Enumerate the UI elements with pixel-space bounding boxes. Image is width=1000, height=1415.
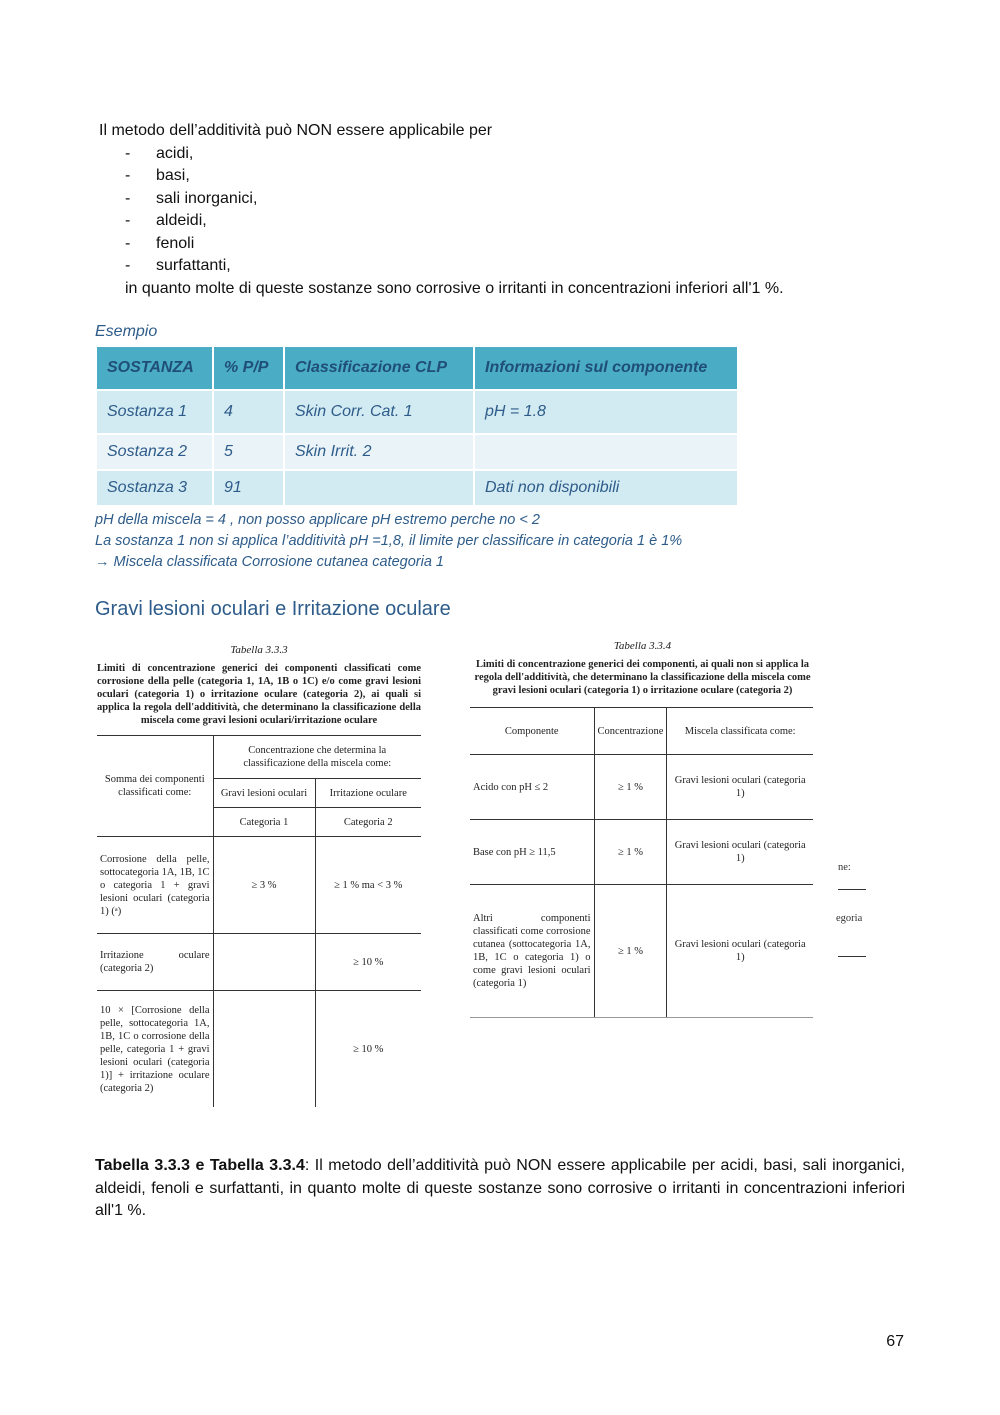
table-cell: ≥ 10 %: [353, 1043, 384, 1055]
table-row: [97, 435, 737, 469]
cat1-header: Categoria 1: [213, 808, 315, 837]
list-item: - surfattanti,: [99, 255, 784, 278]
table-row: [470, 885, 813, 1018]
header-miscela: Miscela classificata come:: [667, 708, 813, 755]
table-cell: Skin Irrit. 2: [285, 435, 473, 469]
intro-lead: Il metodo dell’additività può NON essere applicabile per: [99, 122, 493, 139]
paragraph-text: : Il metodo dell’additività può NON essere applicabile per acidi, basi, sali inorganici, aldeidi, fenoli e surfattanti, in quanto molte di queste sostanze sono corrosive o irritanti in concentrazioni inferiori all'1 %.: [95, 1157, 905, 1219]
list-item: - basi,: [99, 165, 784, 188]
paragraph-bold: Tabella 3.3.3 e Tabella 3.3.4: [95, 1157, 305, 1174]
col-gravi-header: Gravi lesioni oculari: [213, 779, 315, 808]
table-cell: Sostanza 1: [97, 391, 212, 433]
table-cell: Sostanza 3: [97, 471, 212, 505]
page-number: 67: [886, 1333, 904, 1350]
table-caption: Tabella 3.3.3: [230, 644, 288, 656]
intro-list: [99, 143, 784, 278]
note-line: La sostanza 1 non si applica l’additività pH =1,8, il limite per classificare in categoria 1 è 1%: [95, 533, 683, 549]
table-cell: ≥ 1 % ma < 3 %: [315, 837, 421, 934]
stray-rule: [838, 889, 866, 890]
header-sostanza: SOSTANZA: [97, 347, 212, 389]
table-cell: Acido con pH ≤ 2: [470, 755, 594, 820]
col-conc-header: Concentrazione che determina la classificazione della miscela come:: [213, 736, 421, 779]
table-cell: ≥ 3 %: [213, 837, 315, 934]
table-cell: [285, 471, 473, 505]
example-label: Esempio: [95, 323, 158, 340]
table-cell: ≥ 10 %: [315, 934, 421, 991]
header-componente: Componente: [470, 708, 594, 755]
table-row: [470, 755, 813, 820]
header-classificazione: Classificazione CLP: [285, 347, 473, 389]
section-heading: Gravi lesioni oculari e Irritazione oculare: [95, 598, 451, 620]
table-cell: 5: [214, 435, 283, 469]
table-cell: pH = 1.8: [475, 391, 737, 433]
table-cell: [213, 934, 315, 991]
stray-text: egoria: [836, 913, 863, 924]
table-334: [470, 640, 815, 1018]
intro-block: [99, 120, 784, 300]
table-cell: Gravi lesioni oculari (categoria 1): [667, 885, 813, 1018]
table-title: Limiti di concentrazione generici dei componenti classificati come corrosione della pelle (categoria 1, 1A, 1B o 1C) e/o come gravi lesioni oculari (categoria 1) o irritazione oculare (categoria 2), ai quali si applica la regola dell'additività, che determinano la classificazione della miscela come gravi lesioni oculari/irritazione oculare: [97, 663, 421, 726]
table-row: [97, 934, 421, 991]
list-item: - acidi,: [99, 143, 784, 166]
stray-rule: [838, 956, 866, 957]
table-cell: Base con pH ≥ 11,5: [470, 820, 594, 885]
list-item: - aldeidi,: [99, 210, 784, 233]
example-table: [95, 345, 739, 507]
table-cell: Gravi lesioni oculari (categoria 1): [667, 755, 813, 820]
table-row: [97, 471, 737, 505]
table-334-grid: [470, 707, 813, 1018]
header-informazioni: Informazioni sul componente: [475, 347, 737, 389]
stray-text: ne:: [838, 862, 851, 873]
table-row: [97, 391, 737, 433]
table-row: [470, 820, 813, 885]
list-item: - sali inorganici,: [99, 188, 784, 211]
note-text: Miscela classificata Corrosione cutanea categoria 1: [113, 554, 444, 570]
col-irr-header: Irritazione oculare: [315, 779, 421, 808]
list-item: - fenoli: [99, 233, 784, 256]
table-cell: ≥ 1 %: [594, 820, 667, 885]
table-cell: 10 × [Corrosione della pelle, sottocategoria 1A, 1B, 1C o corrosione della pelle, categoria 1 + gravi lesioni oculari (categoria 1)] + irritazione oculare (categoria 2): [97, 991, 213, 1108]
header-concentrazione: Concentrazione: [594, 708, 667, 755]
header-percent: % P/P: [214, 347, 283, 389]
table-cell: ≥ 1 %: [594, 755, 667, 820]
table-cell: [475, 435, 737, 469]
intro-tail: in quanto molte di queste sostanze sono corrosive o irritanti in concentrazioni inferiori all'1 %.: [125, 279, 784, 297]
table-333: [97, 644, 421, 1107]
table-cell: ≥ 1 %: [594, 885, 667, 1018]
table-cell: Altri componenti classificati come corrosione cutanea (sottocategoria 1A, 1B, 1C o categoria 1) o come gravi lesioni oculari (categoria 1): [470, 885, 594, 1018]
col-sum-header: Somma dei componenti classificati come:: [97, 736, 213, 837]
note-line: [95, 552, 682, 573]
table-row: [97, 837, 421, 934]
table-header-row: [97, 347, 737, 389]
summary-paragraph: [95, 1155, 905, 1223]
table-cell: Corrosione della pelle, sottocategoria 1A, 1B, 1C o categoria 1 + gravi lesioni oculari (categoria 1) (ᵃ): [97, 837, 213, 934]
table-cell: 4: [214, 391, 283, 433]
table-cell: Gravi lesioni oculari (categoria 1): [667, 820, 813, 885]
arrow-icon: →: [95, 554, 110, 570]
table-title: Limiti di concentrazione generici dei componenti, ai quali non si applica la regola dell'additività, che determinano la classificazione della miscela come gravi lesioni oculari (categoria 1) o irritazione oculare (categoria 2): [474, 659, 811, 696]
table-cell: Sostanza 2: [97, 435, 212, 469]
table-cell: Irritazione oculare (categoria 2): [97, 934, 213, 991]
table-cell: Skin Corr. Cat. 1: [285, 391, 473, 433]
table-cell: Dati non disponibili: [475, 471, 737, 505]
table-cell: 91: [214, 471, 283, 505]
example-notes: [95, 510, 682, 573]
table-caption: Tabella 3.3.4: [613, 640, 672, 652]
cat2-header: Categoria 2: [315, 808, 421, 837]
table-cell: [213, 991, 315, 1108]
table-333-grid: [97, 735, 421, 1107]
note-line: pH della miscela = 4 , non posso applicare pH estremo perche no < 2: [95, 512, 540, 528]
table-row: [97, 991, 421, 1108]
